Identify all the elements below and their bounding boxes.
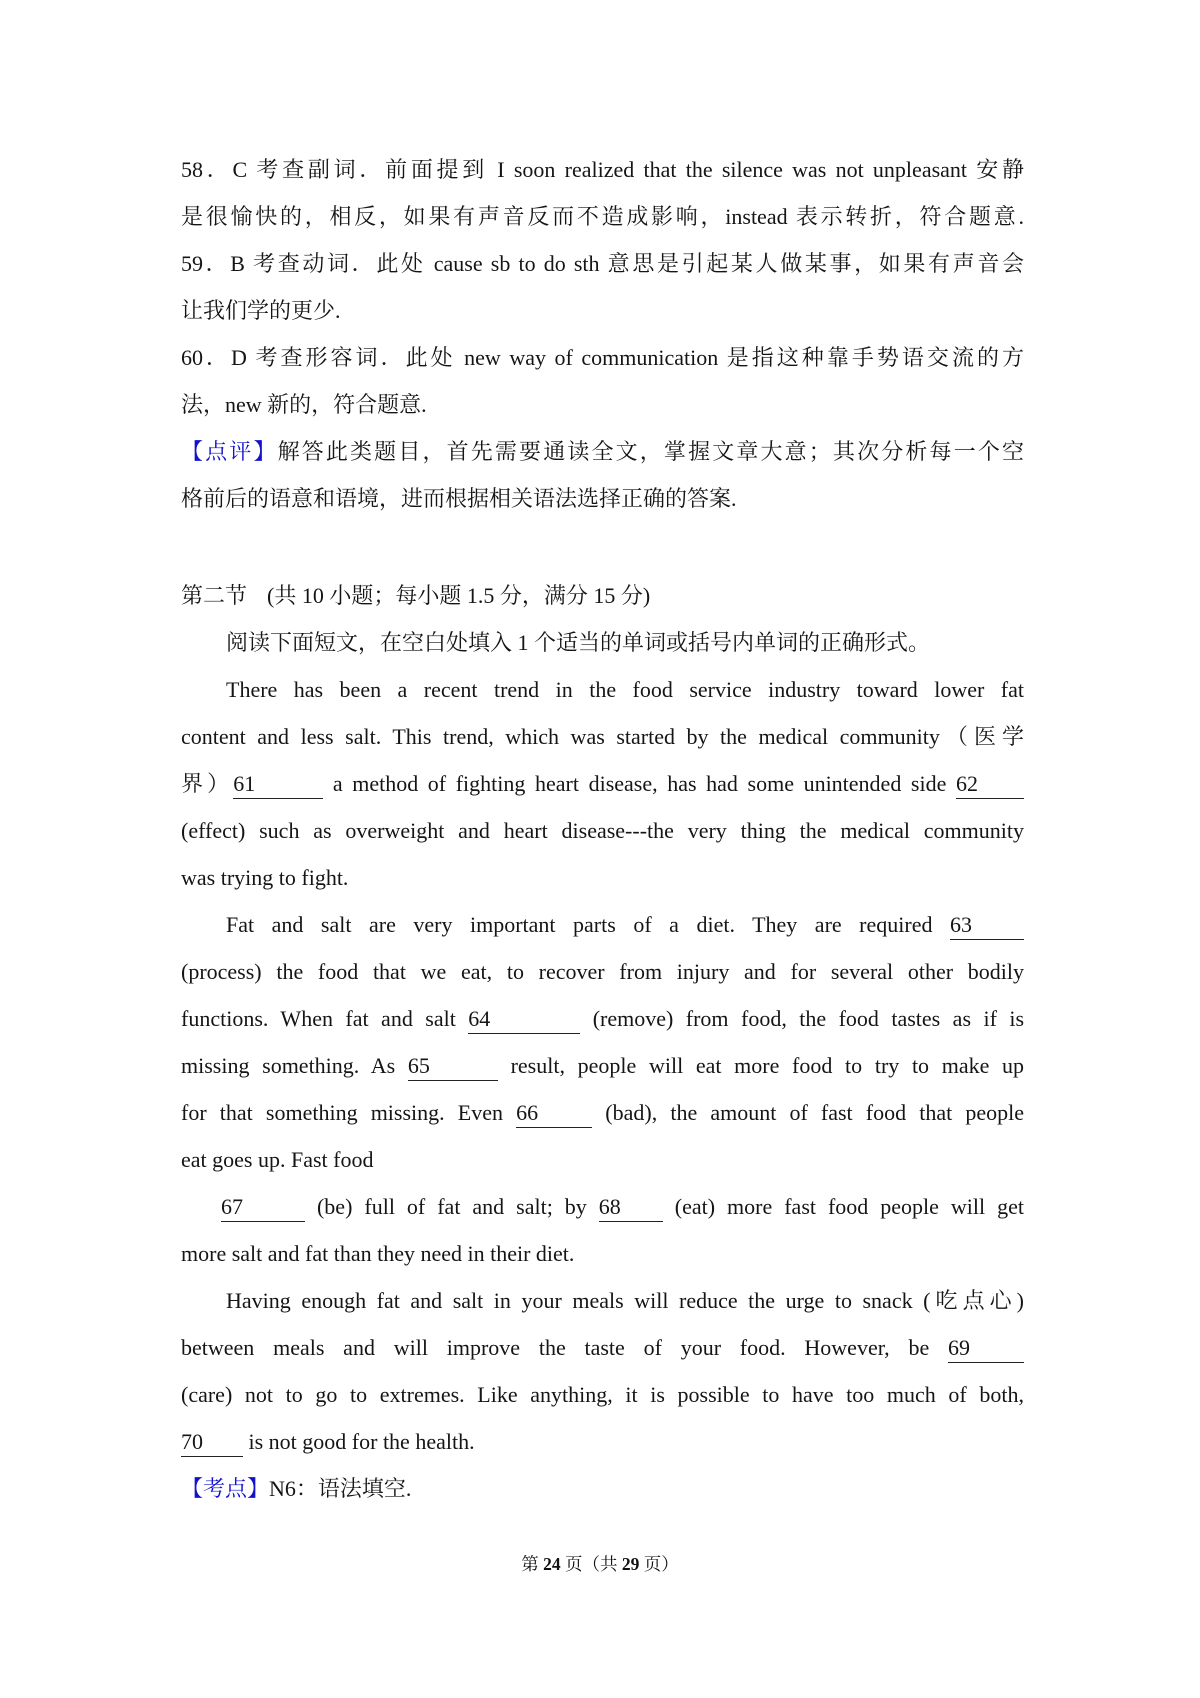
footer-total-pages: 29 — [621, 1554, 640, 1574]
passage-line-9-pre: missing something. As — [181, 1053, 396, 1078]
passage-line-6 — [181, 901, 1024, 948]
passage-line-7: (process) the food that we eat, to recover from injury and for several other bodily — [181, 959, 1024, 984]
passage-line-3 — [181, 760, 1024, 807]
passage-line-9-post: result, people will eat more food to try to make up — [510, 1053, 1025, 1078]
blank-68: 68 — [599, 1193, 663, 1222]
section2-heading-label: 第二节 — [181, 583, 248, 608]
passage-line-14: Having enough fat and salt in your meals will reduce the urge to snack (吃点心) — [226, 1288, 1024, 1313]
passage-line-12-mid: (be) full of fat and salt; by — [316, 1194, 587, 1219]
blank-64: 64 — [468, 1005, 580, 1034]
footer-suffix: 页） — [643, 1554, 679, 1574]
key-point-marker: 【考点】 — [181, 1476, 270, 1501]
passage-line-5: was trying to fight. — [181, 865, 349, 890]
comment-text-1: 解答此类题目，首先需要通读全文，掌握文章大意；其次分析每一个空 — [277, 439, 1024, 464]
section2-instruction: 阅读下面短文，在空白处填入 1 个适当的单词或括号内单词的正确形式。 — [226, 630, 931, 655]
passage-line-3-mid: a method of fighting heart disease, has had some unintended side — [332, 771, 947, 796]
explanation-59-line-1: 59．B 考查动词．此处 cause sb to do sth 意思是引起某人做某事，如果有声音会 — [181, 251, 1024, 276]
passage-line-9 — [181, 1042, 1024, 1089]
section-gap — [181, 522, 1024, 572]
footer-prefix: 第 — [521, 1554, 539, 1574]
blank-67: 67 — [221, 1193, 305, 1222]
passage-line-8-post: (remove) from food, the food tastes as if is — [592, 1006, 1025, 1031]
explanation-58-line-1: 58．C 考查副词．前面提到 I soon realized that the silence was not unpleasant 安静 — [181, 157, 1024, 182]
passage-line-4: (effect) such as overweight and heart disease---the very thing the medical community — [181, 818, 1024, 843]
explanation-58-line-2: 是很愉快的，相反，如果有声音反而不造成影响，instead 表示转折，符合题意. — [181, 204, 1024, 229]
passage-line-17-post: is not good for the health. — [248, 1429, 475, 1454]
passage-line-10 — [181, 1089, 1024, 1136]
blank-61: 61 — [233, 770, 323, 799]
section2-heading-detail: (共 10 小题；每小题 1.5 分，满分 15 分) — [267, 583, 651, 608]
passage-line-8 — [181, 995, 1024, 1042]
explanation-59-line-2: 让我们学的更少. — [181, 298, 341, 323]
key-point-line — [181, 1465, 1024, 1512]
passage-line-10-post: (bad), the amount of fast food that people — [605, 1100, 1025, 1125]
passage-line-6-pre: Fat and salt are very important parts of a diet. They are required — [226, 912, 933, 937]
blank-69: 69 — [948, 1334, 1024, 1363]
passage-line-11: eat goes up. Fast food — [181, 1147, 374, 1172]
passage-line-10-pre: for that something missing. Even — [181, 1100, 503, 1125]
passage-line-15 — [181, 1324, 1024, 1371]
passage-line-1: There has been a recent trend in the food service industry toward lower fat — [226, 677, 1024, 702]
explanation-60-line-1: 60．D 考查形容词．此处 new way of communication 是指这种靠手势语交流的方 — [181, 345, 1024, 370]
passage-line-3-pre: 界） — [181, 771, 234, 796]
passage-line-2: content and less salt. This trend, which was started by the medical community（医学 — [181, 724, 1024, 749]
blank-63: 63 — [950, 911, 1024, 940]
footer-middle: 页（共 — [565, 1554, 618, 1574]
passage-line-13: more salt and fat than they need in their diet. — [181, 1241, 575, 1266]
comment-line-2: 格前后的语意和语境，进而根据相关语法选择正确的答案. — [181, 486, 737, 511]
passage-line-12-post: (eat) more fast food people will get — [674, 1194, 1024, 1219]
key-point-text: N6：语法填空. — [269, 1476, 412, 1501]
blank-65: 65 — [408, 1052, 498, 1081]
blank-66: 66 — [516, 1099, 592, 1128]
passage-line-12 — [181, 1183, 1024, 1230]
blank-62: 62 — [956, 770, 1024, 799]
passage-line-17 — [181, 1418, 1024, 1465]
comment-marker: 【点评】 — [181, 439, 278, 464]
passage-line-8-pre: functions. When fat and salt — [181, 1006, 456, 1031]
passage-line-16: (care) not to go to extremes. Like anything, it is possible to have too much of both, — [181, 1382, 1024, 1407]
footer-page-number: 24 — [543, 1554, 561, 1574]
explanation-60-line-2: 法，new 新的，符合题意. — [181, 392, 427, 417]
section2-heading — [181, 572, 1024, 619]
blank-70: 70 — [181, 1428, 243, 1457]
comment-line-1 — [181, 428, 1024, 475]
passage-line-15-pre: between meals and will improve the taste of your food. However, be — [181, 1335, 930, 1360]
page-footer — [0, 1551, 1200, 1576]
